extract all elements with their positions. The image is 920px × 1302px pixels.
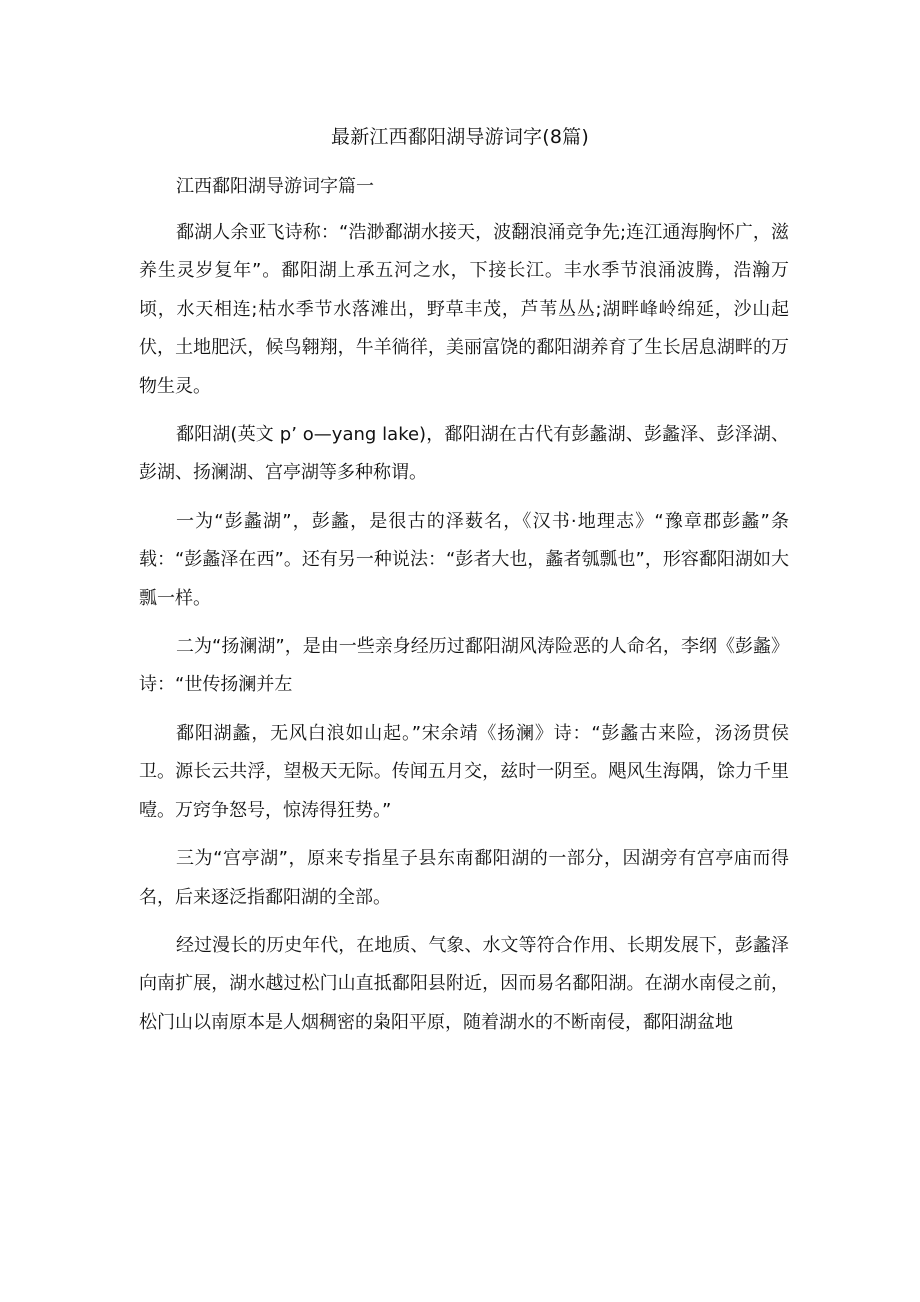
document-title: 最新江西鄱阳湖导游词字(8篇)	[331, 126, 589, 148]
paragraph: 鄱阳湖蠡，无风白浪如山起。”宋余靖《扬澜》诗：“彭蠡古来险，汤汤贯侯卫。源长云共浮，望极天无际。传闻五月交，兹时一阴至。飓风生海隅，馀力千里噎。万窍争怒号，惊涛得狂势。”	[139, 722, 789, 821]
paragraph: 鄱湖人余亚飞诗称：“浩渺鄱湖水接天，波翻浪涌竞争先;连江通海胸怀广，滋养生灵岁复年”。鄱阳湖上承五河之水，下接长江。丰水季节浪涌波腾，浩瀚万顷，水天相连;枯水季节水落滩出，野草丰茂，芦苇丛丛;湖畔峰岭绵延，沙山起伏，土地肥沃，候鸟翱翔，牛羊徜徉，美丽富饶的鄱阳湖养育了生长居息湖畔的万物生灵。	[139, 222, 789, 397]
paragraph: 二为“扬澜湖”，是由一些亲身经历过鄱阳湖风涛险恶的人命名，李纲《彭蠡》诗：“世传扬澜并左	[139, 636, 789, 696]
section-heading: 江西鄱阳湖导游词字篇一	[176, 176, 374, 197]
paragraph: 三为“宫亭湖”，原来专指星子县东南鄱阳湖的一部分，因湖旁有宫亭庙而得名，后来逐泛指鄱阳湖的全部。	[139, 848, 789, 908]
document-body	[139, 170, 789, 1052]
paragraph: 经过漫长的历史年代，在地质、气象、水文等符合作用、长期发展下，彭蠡泽向南扩展，湖水越过松门山直抵鄱阳县附近，因而易名鄱阳湖。在湖水南侵之前，松门山以南原本是人烟稠密的枭阳平原，随着湖水的不断南侵，鄱阳湖盆地	[139, 934, 789, 1033]
paragraph: 鄱阳湖(英文 p’ o—yang lake)，鄱阳湖在古代有彭蠡湖、彭蠡泽、彭泽湖、彭湖、扬澜湖、宫亭湖等多种称谓。	[139, 424, 789, 484]
paragraph: 一为“彭蠡湖”，彭蠡，是很古的泽薮名，《汉书·地理志》“豫章郡彭蠡”条载：“彭蠡泽在西”。还有另一种说法：“彭者大也，蠡者瓠瓢也”，形容鄱阳湖如大瓢一样。	[139, 510, 789, 609]
